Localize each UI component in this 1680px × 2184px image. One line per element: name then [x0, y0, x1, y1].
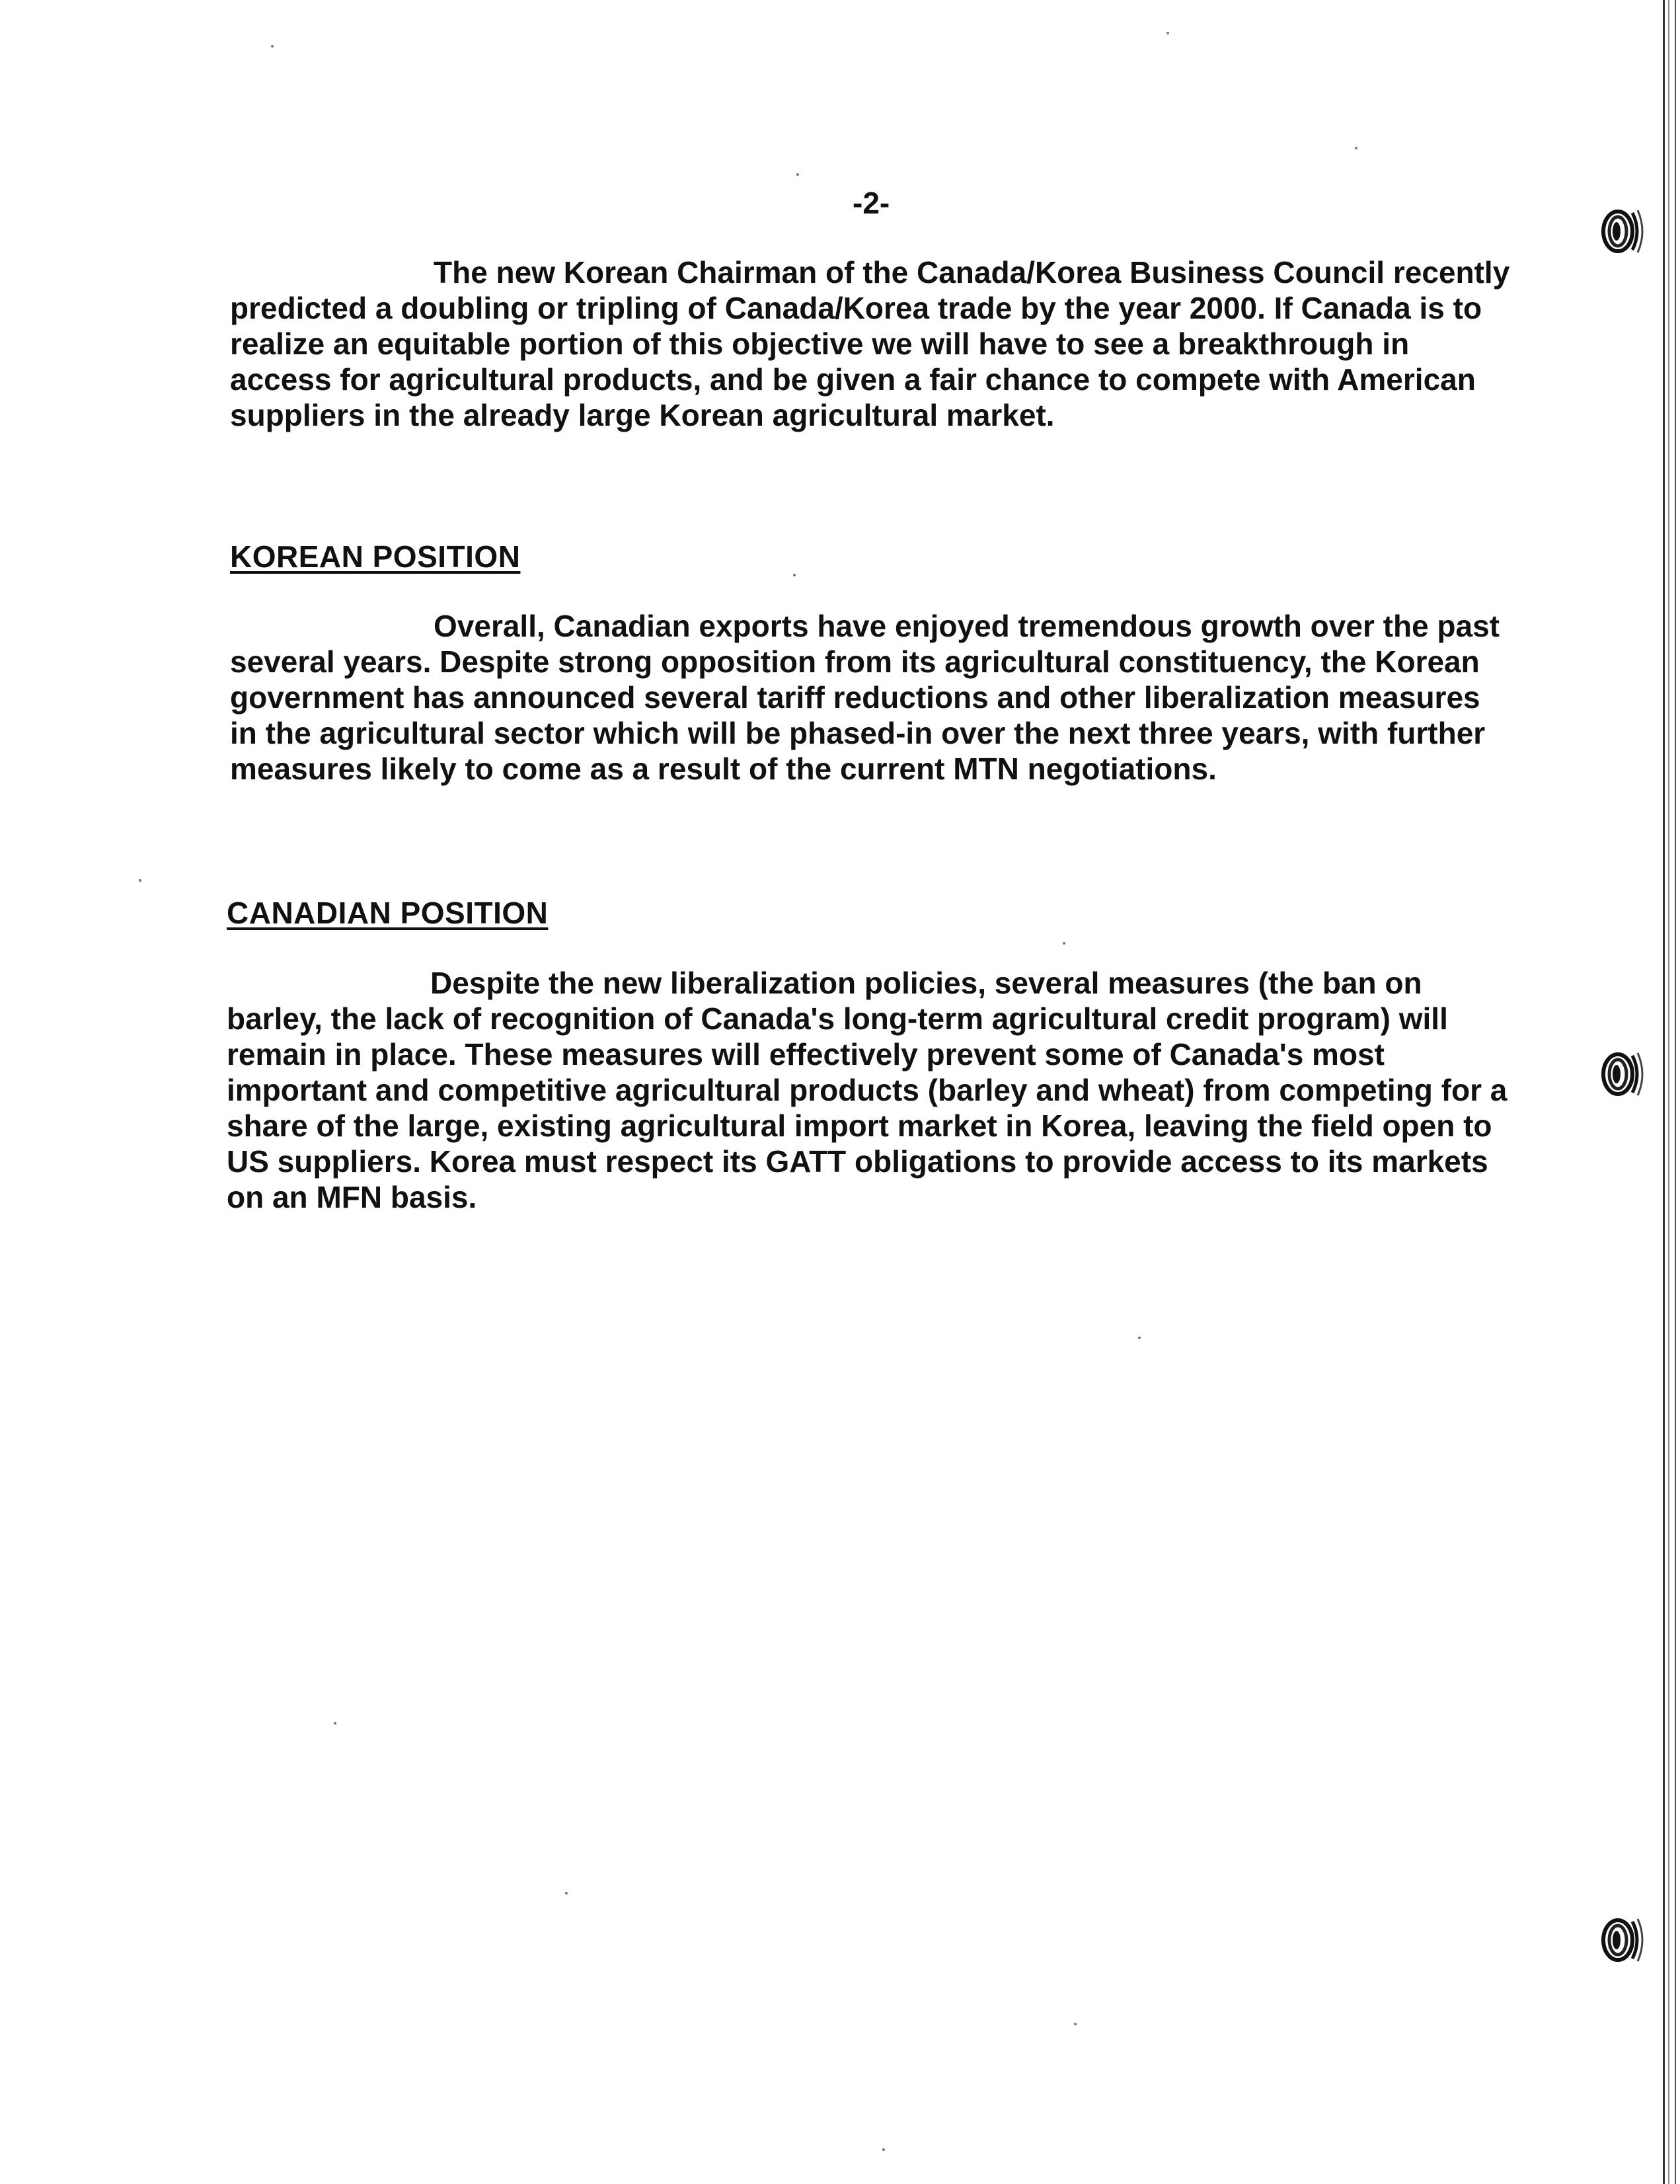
page-number: -2- — [853, 186, 890, 220]
scan-speck — [334, 1722, 336, 1725]
canadian-position-heading: CANADIAN POSITION — [227, 896, 549, 930]
binder-ring-icon — [1598, 1048, 1647, 1101]
canadian-position-paragraph: Despite the new liberalization policies, several measures (the ban on barley, the lack of recognition of Canada's long-term agricultural credit program) will remain in place. These measures will effectively prevent some of Canada's most important and competitive agricultural products (barley and wheat) from competing for a share of the large, existing agricultural import market in Korea, leaving the field open to US suppliers. Korea must respect its GATT obligations to provide access to its markets on an MFN basis. — [227, 966, 1508, 1214]
binder-edge-line — [1663, 0, 1665, 2184]
korean-position-heading: KOREAN POSITION — [230, 539, 521, 574]
scan-speck — [796, 173, 799, 176]
binder-edge-line — [1675, 0, 1676, 2184]
scan-speck — [1138, 1337, 1141, 1339]
binder-ring-icon — [1598, 205, 1647, 258]
scan-speck — [1063, 942, 1065, 945]
binder-edge-line — [1668, 0, 1669, 2184]
scan-speck — [1074, 2023, 1077, 2025]
korean-position-paragraph: Overall, Canadian exports have enjoyed tremendous growth over the past several years. Despite strong opposition from its agricultural constituency, the Korean government has announced several tariff reductions and other liberalization measures in the agricultural sector which will be phased-in over the next three years, with further measures likely to come as a result of the current MTN negotiations. — [230, 609, 1500, 786]
scan-speck — [1166, 32, 1169, 34]
binder-ring-icon — [1598, 1914, 1647, 1967]
scan-speck — [793, 574, 796, 576]
intro-paragraph: The new Korean Chairman of the Canada/Korea Business Council recently predicted a doubling or tripling of Canada/Korea trade by the year 2000. If Canada is to realize an equitable portion of this objective we will have to see a breakthrough in access for agricultural products, and be given a fair chance to compete with American suppliers in the already large Korean agricultural market. — [230, 255, 1510, 432]
scan-speck — [882, 2148, 885, 2151]
scan-speck — [139, 879, 141, 882]
scan-speck — [1355, 147, 1357, 149]
scan-speck — [271, 45, 274, 48]
scan-speck — [565, 1892, 568, 1894]
